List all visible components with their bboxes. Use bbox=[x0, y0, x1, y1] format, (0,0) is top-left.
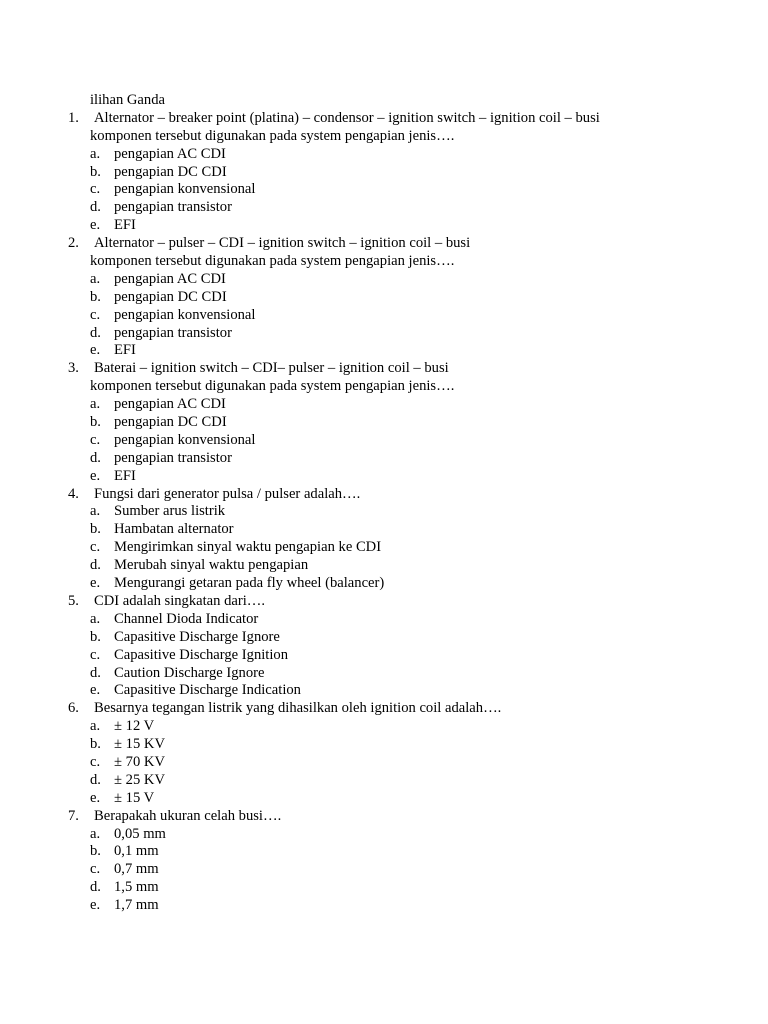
option-text: pengapian AC CDI bbox=[114, 145, 226, 162]
question-text: Baterai – ignition switch – CDI– pulser – ignition coil – busi bbox=[94, 360, 449, 377]
option-text: 1,5 mm bbox=[114, 879, 159, 896]
option-letter: b. bbox=[90, 628, 101, 645]
option-text: ± 12 V bbox=[114, 718, 155, 735]
question-number: 7. bbox=[68, 807, 79, 824]
question-number: 2. bbox=[68, 235, 79, 252]
question-continuation: komponen tersebut digunakan pada system pengapian jenis…. bbox=[90, 253, 455, 270]
answer-option bbox=[0, 414, 768, 432]
option-text: Caution Discharge Ignore bbox=[114, 664, 265, 681]
option-letter: e. bbox=[90, 682, 101, 699]
option-letter: b. bbox=[90, 163, 101, 180]
question-text: Berapakah ukuran celah busi…. bbox=[94, 807, 282, 824]
option-letter: e. bbox=[90, 789, 101, 806]
answer-option bbox=[0, 879, 768, 897]
option-text: pengapian DC CDI bbox=[114, 288, 227, 305]
answer-option bbox=[0, 826, 768, 844]
question-text: Fungsi dari generator pulsa / pulser adalah…. bbox=[94, 485, 361, 502]
option-letter: a. bbox=[90, 503, 101, 520]
option-text: 1,7 mm bbox=[114, 897, 159, 914]
option-text: pengapian AC CDI bbox=[114, 270, 226, 287]
answer-option bbox=[0, 647, 768, 665]
option-text: pengapian konvensional bbox=[114, 181, 256, 198]
answer-option bbox=[0, 307, 768, 325]
option-letter: d. bbox=[90, 557, 101, 574]
answer-option bbox=[0, 736, 768, 754]
option-letter: b. bbox=[90, 736, 101, 753]
answer-option bbox=[0, 503, 768, 521]
option-text: Hambatan alternator bbox=[114, 521, 234, 538]
section-heading: ilihan Ganda bbox=[90, 92, 165, 108]
question-number: 3. bbox=[68, 360, 79, 377]
option-text: pengapian transistor bbox=[114, 449, 232, 466]
option-letter: c. bbox=[90, 539, 101, 556]
option-text: pengapian AC CDI bbox=[114, 396, 226, 413]
question-continuation: komponen tersebut digunakan pada system pengapian jenis…. bbox=[90, 127, 455, 144]
answer-option bbox=[0, 575, 768, 593]
option-text: EFI bbox=[114, 342, 136, 359]
answer-option bbox=[0, 843, 768, 861]
option-letter: c. bbox=[90, 181, 101, 198]
question-continuation: komponen tersebut digunakan pada system pengapian jenis…. bbox=[90, 378, 455, 395]
option-letter: c. bbox=[90, 861, 101, 878]
option-letter: a. bbox=[90, 270, 101, 287]
answer-option bbox=[0, 629, 768, 647]
question-text: Alternator – breaker point (platina) – condensor – ignition switch – ignition coil – busi bbox=[94, 109, 600, 126]
option-letter: a. bbox=[90, 396, 101, 413]
option-letter: a. bbox=[90, 145, 101, 162]
answer-option bbox=[0, 217, 768, 235]
option-text: pengapian transistor bbox=[114, 199, 232, 216]
answer-option bbox=[0, 772, 768, 790]
option-letter: e. bbox=[90, 575, 101, 592]
answer-option bbox=[0, 342, 768, 360]
question-1 bbox=[0, 110, 768, 128]
option-letter: c. bbox=[90, 431, 101, 448]
option-text: pengapian DC CDI bbox=[114, 414, 227, 431]
option-letter: c. bbox=[90, 753, 101, 770]
answer-option bbox=[0, 611, 768, 629]
option-text: Channel Dioda Indicator bbox=[114, 610, 259, 627]
option-text: Merubah sinyal waktu pengapian bbox=[114, 557, 309, 574]
option-text: pengapian transistor bbox=[114, 324, 232, 341]
answer-option bbox=[0, 164, 768, 182]
question-continuation-line bbox=[0, 378, 768, 396]
option-text: Sumber arus listrik bbox=[114, 503, 226, 520]
option-letter: e. bbox=[90, 342, 101, 359]
option-text: ± 70 KV bbox=[114, 753, 165, 770]
answer-option bbox=[0, 271, 768, 289]
option-text: pengapian DC CDI bbox=[114, 163, 227, 180]
answer-option bbox=[0, 665, 768, 683]
option-letter: e. bbox=[90, 217, 101, 234]
question-7 bbox=[0, 808, 768, 826]
option-letter: a. bbox=[90, 825, 101, 842]
answer-option bbox=[0, 897, 768, 915]
option-text: 0,1 mm bbox=[114, 843, 159, 860]
question-4 bbox=[0, 486, 768, 504]
question-text: Besarnya tegangan listrik yang dihasilkan oleh ignition coil adalah…. bbox=[94, 700, 502, 717]
answer-option bbox=[0, 289, 768, 307]
option-text: pengapian konvensional bbox=[114, 431, 256, 448]
option-letter: a. bbox=[90, 718, 101, 735]
question-text: CDI adalah singkatan dari…. bbox=[94, 592, 266, 609]
option-text: Capasitive Discharge Ignore bbox=[114, 628, 280, 645]
option-text: Capasitive Discharge Ignition bbox=[114, 646, 289, 663]
question-2 bbox=[0, 235, 768, 253]
option-letter: d. bbox=[90, 879, 101, 896]
option-letter: b. bbox=[90, 414, 101, 431]
question-continuation-line bbox=[0, 253, 768, 271]
option-letter: d. bbox=[90, 324, 101, 341]
answer-option bbox=[0, 199, 768, 217]
answer-option bbox=[0, 682, 768, 700]
answer-option bbox=[0, 790, 768, 808]
question-6 bbox=[0, 700, 768, 718]
question-number: 6. bbox=[68, 700, 79, 717]
question-number: 1. bbox=[68, 109, 79, 126]
question-list bbox=[0, 110, 768, 915]
option-letter: b. bbox=[90, 288, 101, 305]
option-text: Capasitive Discharge Indication bbox=[114, 682, 301, 699]
option-text: 0,7 mm bbox=[114, 861, 159, 878]
option-letter: c. bbox=[90, 646, 101, 663]
option-letter: b. bbox=[90, 521, 101, 538]
question-number: 5. bbox=[68, 592, 79, 609]
option-letter: d. bbox=[90, 449, 101, 466]
option-text: ± 25 KV bbox=[114, 771, 165, 788]
option-letter: d. bbox=[90, 771, 101, 788]
answer-option bbox=[0, 521, 768, 539]
answer-option bbox=[0, 754, 768, 772]
option-letter: a. bbox=[90, 610, 101, 627]
answer-option bbox=[0, 557, 768, 575]
option-text: ± 15 KV bbox=[114, 736, 165, 753]
answer-option bbox=[0, 181, 768, 199]
question-text: Alternator – pulser – CDI – ignition switch – ignition coil – busi bbox=[94, 235, 471, 252]
option-letter: b. bbox=[90, 843, 101, 860]
option-letter: d. bbox=[90, 199, 101, 216]
option-text: 0,05 mm bbox=[114, 825, 166, 842]
option-text: EFI bbox=[114, 467, 136, 484]
answer-option bbox=[0, 861, 768, 879]
document-page bbox=[0, 92, 768, 915]
answer-option bbox=[0, 539, 768, 557]
option-text: EFI bbox=[114, 217, 136, 234]
question-number: 4. bbox=[68, 485, 79, 502]
answer-option bbox=[0, 450, 768, 468]
question-continuation-line bbox=[0, 128, 768, 146]
option-letter: c. bbox=[90, 306, 101, 323]
option-letter: e. bbox=[90, 467, 101, 484]
option-text: pengapian konvensional bbox=[114, 306, 256, 323]
answer-option bbox=[0, 468, 768, 486]
option-letter: d. bbox=[90, 664, 101, 681]
option-letter: e. bbox=[90, 897, 101, 914]
answer-option bbox=[0, 146, 768, 164]
question-5 bbox=[0, 593, 768, 611]
option-text: Mengurangi getaran pada fly wheel (balancer) bbox=[114, 575, 385, 592]
answer-option bbox=[0, 325, 768, 343]
question-3 bbox=[0, 360, 768, 378]
answer-option bbox=[0, 396, 768, 414]
answer-option bbox=[0, 718, 768, 736]
option-text: ± 15 V bbox=[114, 789, 155, 806]
option-text: Mengirimkan sinyal waktu pengapian ke CDI bbox=[114, 539, 382, 556]
answer-option bbox=[0, 432, 768, 450]
